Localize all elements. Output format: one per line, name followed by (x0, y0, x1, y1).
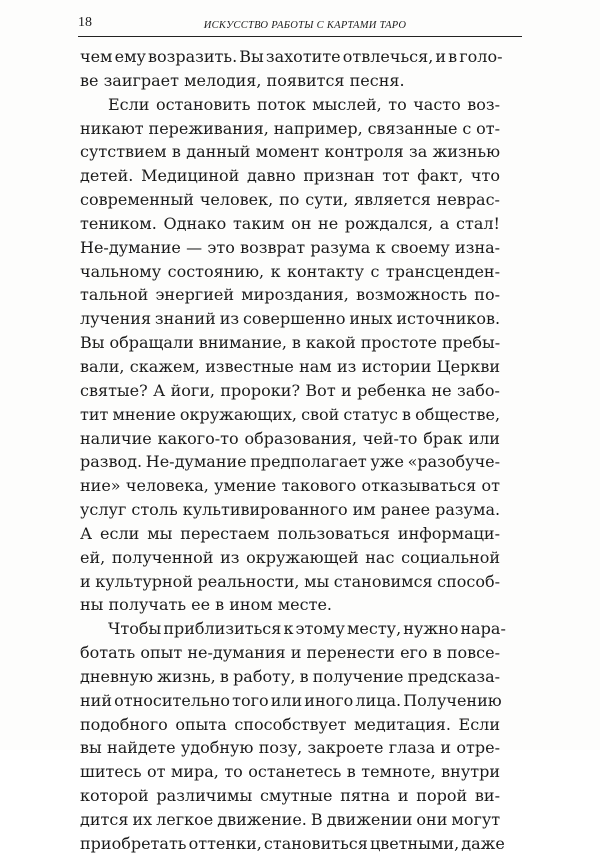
text-line: Если остановить поток мыслей, то часто воз- (108, 94, 501, 114)
text-line: вы найдете удобную позу, закроете глаза и отре- (80, 738, 500, 758)
running-title: ИСКУССТВО РАБОТЫ С КАРТАМИ ТАРО (203, 20, 407, 31)
text-line: теником. Однако таким он не рождался, а стал! (80, 213, 500, 233)
text-line: ве заиграет мелодия, появится песня. (80, 70, 405, 90)
text-line: ботать опыт не-думания и перенести его в повсе- (80, 643, 500, 663)
text-line: дневную жизнь, в работу, в получение предсказа- (80, 666, 501, 686)
text-line: ей, полученной из окружающей нас социальной (80, 547, 501, 567)
text-line: подобного опыта способствует медитация. Если (80, 714, 500, 734)
text-line: ний относительно того или иного лица. Получению (80, 690, 502, 710)
text-line: развод. Не-думание предполагает уже «разобуче- (80, 452, 501, 472)
text-line: шитесь от мира, то останетесь в темноте, внутри (80, 762, 500, 782)
body-text (80, 47, 506, 858)
text-line: тальной энергией мироздания, возможность по- (80, 285, 500, 305)
text-line: наличие какого-то образования, чей-то брак или (80, 428, 500, 448)
text-line: ние» человека, умение такового отказываться от (80, 476, 500, 496)
text-line: которой различимы смутные пятна и порой ви- (80, 786, 500, 806)
text-line: Вы обращали внимание, в какой простоте пребы- (80, 333, 501, 353)
text-line: приобретать оттенки, становиться цветными, даже (80, 833, 505, 853)
text-line: никают переживания, например, связанные с от- (80, 118, 501, 138)
text-line: детей. Медициной давно признан тот факт, что (80, 166, 500, 186)
text-line: современный человек, по сути, является неврас- (80, 190, 500, 210)
text-line: чальному состоянию, к контакту с трансценден- (80, 261, 500, 281)
text-line: ны получать ее в ином месте. (80, 595, 333, 615)
text-line: тит мнение окружающих, свой статус в обществе, (80, 404, 501, 424)
text-line: дится их легкое движение. В движении они могут (80, 810, 501, 829)
text-line: и культурной реальности, мы становимся способ- (80, 571, 501, 591)
text-line: святые? А йоги, пророки? Вот и ребенка не забо- (80, 380, 500, 400)
page-header (78, 10, 522, 37)
text-line: услуг столь культивированного им ранее разума. (80, 500, 501, 520)
text-line: Чтобы приблизиться к этому месту, нужно нара- (108, 619, 506, 639)
page-number: 18 (78, 15, 92, 30)
text-line: лучения знаний из совершенно иных источников. (80, 309, 501, 329)
text-line: А если мы перестаем пользоваться информаци- (80, 523, 500, 543)
text-line: сутствием в данный момент контроля за жизнью (80, 142, 501, 162)
text-line: чем ему возразить. Вы захотите отвлечься, и в голо- (80, 47, 503, 66)
text-line: вали, скажем, известные нам из истории Церкви (80, 356, 500, 376)
text-line: Не-думание — это возврат разума к своему изна- (80, 237, 501, 257)
